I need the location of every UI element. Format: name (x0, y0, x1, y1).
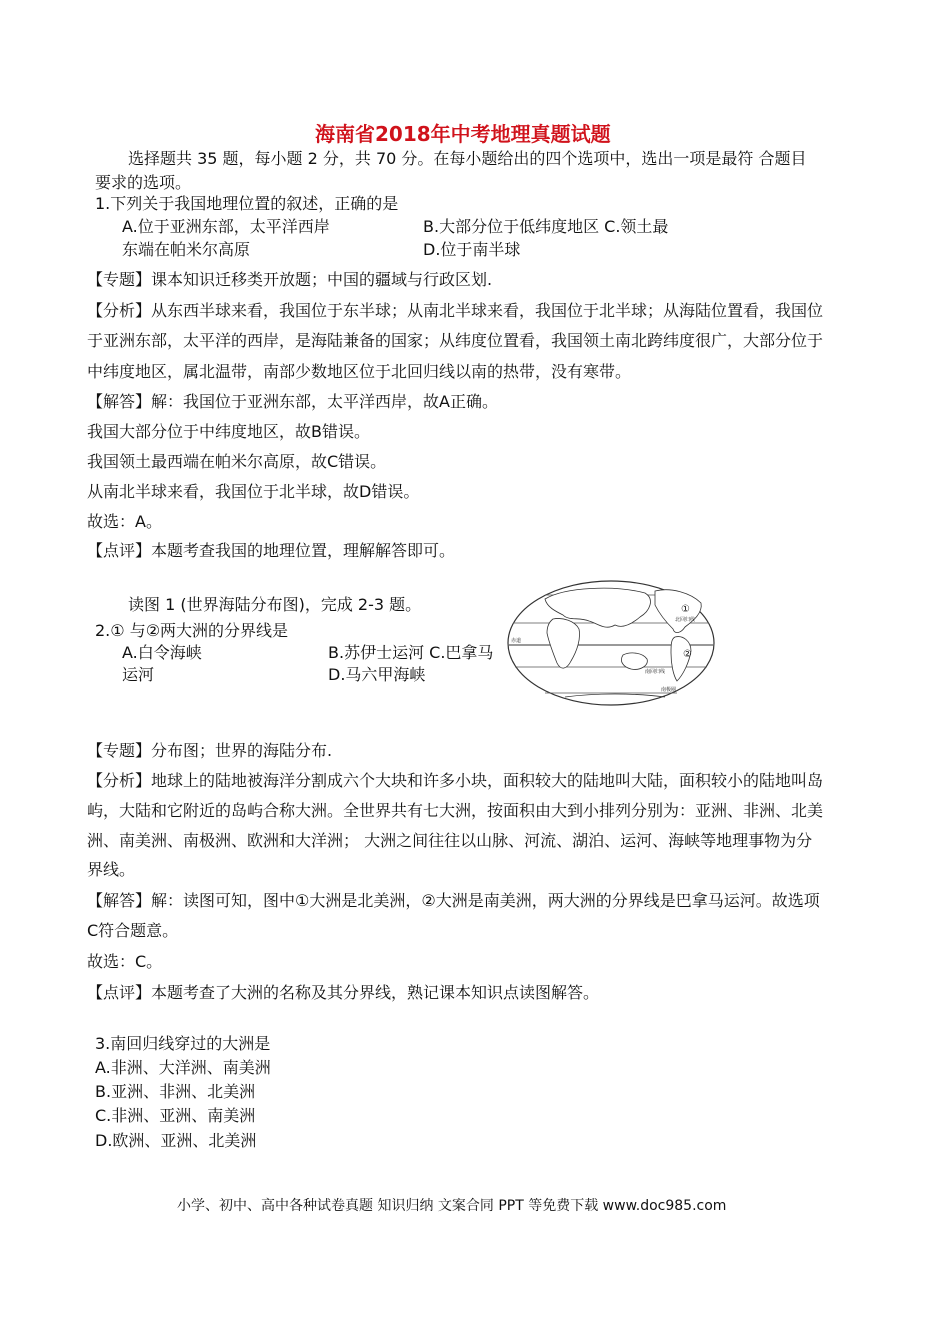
map-label-equator: 赤道 (511, 638, 522, 644)
page-title: 海南省2018年中考地理真题试题 (315, 122, 611, 146)
q2-analysis-4: 界线。 (87, 860, 136, 879)
q1-stem: 1.下列关于我国地理位置的叙述，正确的是 (95, 194, 399, 213)
q3-option-b: B.亚洲、非洲、北美洲 (95, 1082, 256, 1101)
q2-comment: 【点评】本题考查了大洲的名称及其分界线，熟记课本知识点读图解答。 (87, 983, 600, 1002)
q2-answer-1: 【解答】解：读图可知，图中①大洲是北美洲，②大洲是南美洲，两大洲的分界线是巴拿马运河。故选项 (87, 891, 820, 910)
intro-line-1: 选择题共 35 题，每小题 2 分，共 70 分。在每小题给出的四个选项中，选出一项是最符 合题目 (128, 149, 807, 168)
q1-answer-1: 【解答】解：我国位于亚洲东部，太平洋西岸，故A正确。 (87, 392, 498, 411)
q1-option-c-cont: 东端在帕米尔高原 (122, 240, 251, 259)
q1-answer-4: 从南北半球来看，我国位于北半球，故D错误。 (87, 482, 420, 501)
q1-comment: 【点评】本题考查我国的地理位置，理解解答即可。 (87, 541, 456, 560)
q3-stem: 3.南回归线穿过的大洲是 (95, 1034, 271, 1053)
world-map-figure (505, 577, 717, 709)
q2-analysis-1: 【分析】地球上的陆地被海洋分割成六个大块和许多小块，面积较大的陆地叫大陆，面积较小的陆地叫岛 (87, 771, 824, 790)
figure-intro: 读图 1 (世界海陆分布图)，完成 2-3 题。 (128, 595, 422, 614)
map-label-antarctic-circle: 南极圈 (661, 687, 677, 693)
q1-analysis-1: 【分析】从东西半球来看，我国位于东半球；从南北半球来看，我国位于北半球；从海陆位置看，我国位 (87, 301, 824, 320)
q2-answer-2: C符合题意。 (87, 921, 179, 940)
q2-option-b-c: B.苏伊士运河 C.巴拿马 (328, 643, 494, 662)
q2-answer-3: 故选：C。 (87, 952, 163, 971)
intro-line-2: 要求的选项。 (95, 173, 192, 192)
q2-option-d: D.马六甲海峡 (328, 665, 426, 684)
q3-option-a: A.非洲、大洋洲、南美洲 (95, 1058, 271, 1077)
q1-answer-2: 我国大部分位于中纬度地区，故B错误。 (87, 422, 370, 441)
q2-stem: 2.① 与②两大洲的分界线是 (95, 621, 289, 640)
map-label-tropic-south: 南回归线 (645, 669, 666, 675)
q1-option-d: D.位于南半球 (423, 240, 521, 259)
q1-analysis-3: 中纬度地区，属北温带，南部少数地区位于北回归线以南的热带，没有寒带。 (87, 362, 632, 381)
map-label-tropic-north: 北回归线 (675, 617, 696, 623)
q2-option-c-cont: 运河 (122, 665, 155, 684)
map-marker-2: ② (683, 649, 692, 660)
q2-analysis-2: 屿，大陆和它附近的岛屿合称大洲。全世界共有七大洲，按面积由大到小排列分别为：亚洲、非洲、北美 (87, 801, 824, 820)
map-marker-1: ① (681, 604, 690, 615)
q1-analysis-2: 于亚洲东部，太平洋的西岸，是海陆兼备的国家；从纬度位置看，我国领土南北跨纬度很广，大部分位于 (87, 331, 824, 350)
q1-option-b-c: B.大部分位于低纬度地区 C.领土最 (423, 217, 669, 236)
q2-analysis-3: 洲、南美洲、南极洲、欧洲和大洋洲； 大洲之间往往以山脉、河流、湖泊、运河、海峡等地理事物为分 (87, 831, 813, 850)
q2-topic: 【专题】分布图；世界的海陆分布. (87, 741, 333, 760)
q1-option-a: A.位于亚洲东部，太平洋西岸 (122, 217, 330, 236)
q2-option-a: A.白令海峡 (122, 643, 202, 662)
page-footer: 小学、初中、高中各种试卷真题 知识归纳 文案合同 PPT 等免费下载 www.doc985.com (177, 1198, 727, 1214)
q1-answer-3: 我国领土最西端在帕米尔高原，故C错误。 (87, 452, 387, 471)
q3-option-c: C.非洲、亚洲、南美洲 (95, 1106, 256, 1125)
q1-answer-5: 故选：A。 (87, 512, 162, 531)
q3-option-d: D.欧洲、亚洲、北美洲 (95, 1131, 257, 1150)
q1-topic: 【专题】课本知识迁移类开放题；中国的疆域与行政区划. (87, 270, 493, 289)
